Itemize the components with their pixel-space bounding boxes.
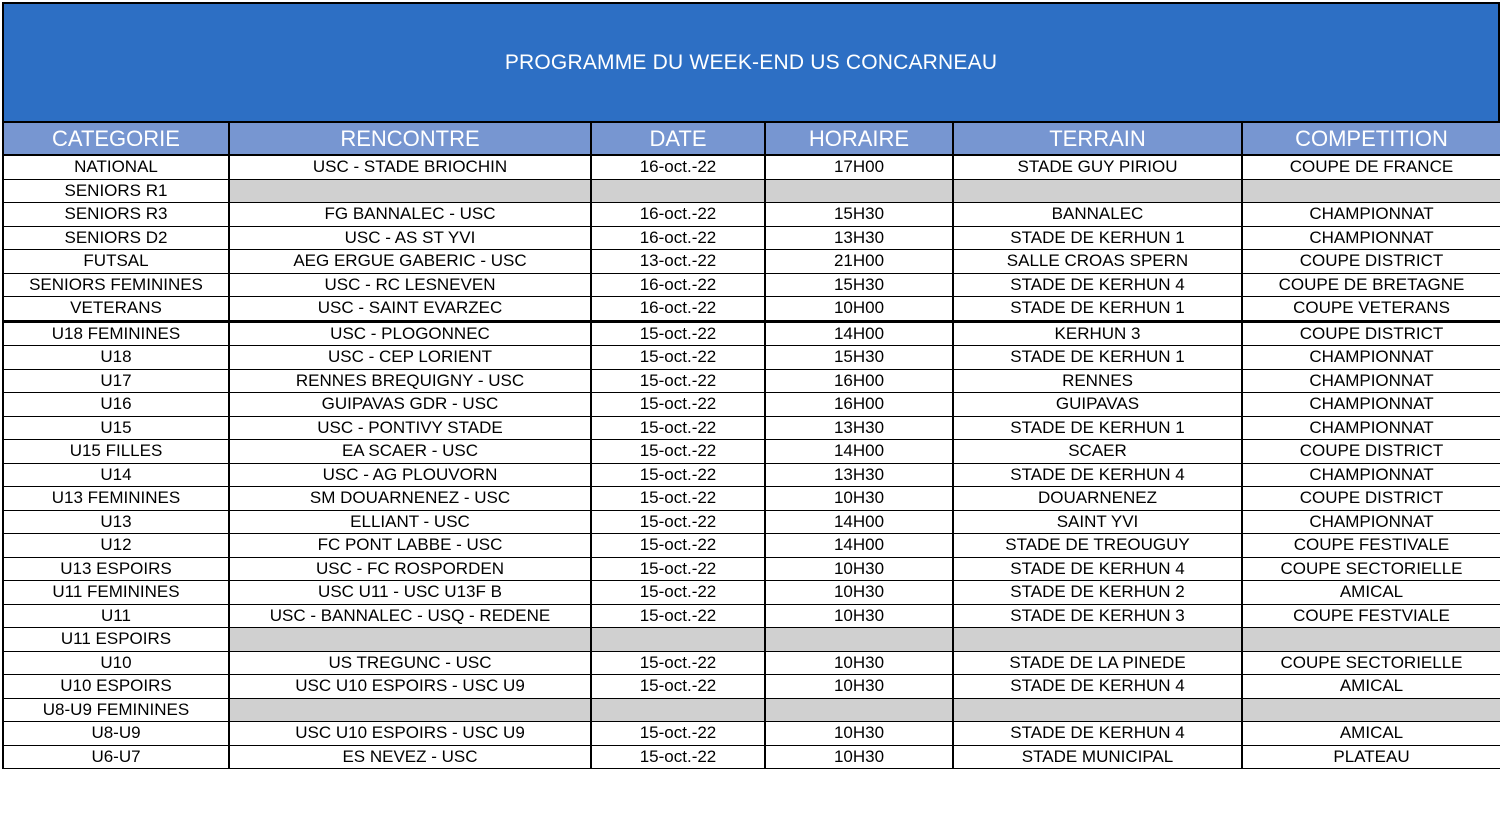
cell-categorie[interactable]: U18 FEMININES bbox=[3, 321, 229, 346]
cell-competition[interactable]: AMICAL bbox=[1242, 675, 1500, 699]
cell-categorie[interactable]: U10 ESPOIRS bbox=[3, 675, 229, 699]
cell-date[interactable]: 15-oct.-22 bbox=[591, 604, 765, 628]
cell-horaire[interactable]: 10H00 bbox=[765, 297, 953, 322]
cell-date[interactable]: 15-oct.-22 bbox=[591, 346, 765, 370]
cell-date[interactable]: 15-oct.-22 bbox=[591, 722, 765, 746]
cell-rencontre[interactable]: ES NEVEZ - USC bbox=[229, 745, 591, 769]
cell-terrain[interactable]: SCAER bbox=[953, 440, 1242, 464]
cell-date[interactable] bbox=[591, 628, 765, 652]
table-row bbox=[3, 628, 1500, 652]
cell-terrain[interactable]: KERHUN 3 bbox=[953, 321, 1242, 346]
cell-categorie[interactable]: VETERANS bbox=[3, 297, 229, 322]
cell-date[interactable]: 15-oct.-22 bbox=[591, 745, 765, 769]
cell-categorie[interactable]: U17 bbox=[3, 369, 229, 393]
cell-terrain[interactable]: DOUARNENEZ bbox=[953, 487, 1242, 511]
cell-rencontre[interactable]: USC - AG PLOUVORN bbox=[229, 463, 591, 487]
cell-categorie[interactable]: U11 bbox=[3, 604, 229, 628]
table-row bbox=[3, 487, 1500, 511]
cell-categorie[interactable]: SENIORS D2 bbox=[3, 226, 229, 250]
table-row bbox=[3, 510, 1500, 534]
cell-categorie[interactable]: U13 FEMININES bbox=[3, 487, 229, 511]
cell-categorie[interactable]: U10 bbox=[3, 651, 229, 675]
cell-competition[interactable]: AMICAL bbox=[1242, 722, 1500, 746]
cell-rencontre[interactable]: SM DOUARNENEZ - USC bbox=[229, 487, 591, 511]
cell-categorie[interactable]: U15 FILLES bbox=[3, 440, 229, 464]
cell-terrain[interactable]: STADE DE KERHUN 1 bbox=[953, 226, 1242, 250]
cell-terrain[interactable]: STADE DE KERHUN 2 bbox=[953, 581, 1242, 605]
cell-horaire[interactable] bbox=[765, 179, 953, 203]
cell-terrain[interactable]: STADE MUNICIPAL bbox=[953, 745, 1242, 769]
cell-competition[interactable]: COUPE SECTORIELLE bbox=[1242, 651, 1500, 675]
cell-terrain[interactable]: STADE DE TREOUGUY bbox=[953, 534, 1242, 558]
cell-date[interactable]: 15-oct.-22 bbox=[591, 321, 765, 346]
cell-horaire[interactable]: 21H00 bbox=[765, 250, 953, 274]
cell-rencontre[interactable]: EA SCAER - USC bbox=[229, 440, 591, 464]
cell-horaire[interactable]: 15H30 bbox=[765, 203, 953, 227]
cell-rencontre[interactable]: USC - BANNALEC - USQ - REDENE bbox=[229, 604, 591, 628]
cell-competition[interactable]: CHAMPIONNAT bbox=[1242, 203, 1500, 227]
cell-categorie[interactable]: SENIORS R3 bbox=[3, 203, 229, 227]
column-header-categorie[interactable]: CATEGORIE bbox=[3, 122, 229, 155]
cell-terrain[interactable]: STADE DE KERHUN 1 bbox=[953, 416, 1242, 440]
cell-categorie[interactable]: U13 ESPOIRS bbox=[3, 557, 229, 581]
cell-horaire[interactable]: 10H30 bbox=[765, 487, 953, 511]
table-row bbox=[3, 203, 1500, 227]
cell-competition[interactable]: COUPE DISTRICT bbox=[1242, 250, 1500, 274]
cell-terrain[interactable]: STADE DE KERHUN 1 bbox=[953, 297, 1242, 322]
cell-horaire[interactable] bbox=[765, 628, 953, 652]
table-row bbox=[3, 179, 1500, 203]
cell-terrain[interactable]: STADE DE KERHUN 1 bbox=[953, 346, 1242, 370]
cell-rencontre[interactable]: USC - RC LESNEVEN bbox=[229, 273, 591, 297]
cell-rencontre[interactable] bbox=[229, 628, 591, 652]
cell-competition[interactable]: CHAMPIONNAT bbox=[1242, 369, 1500, 393]
cell-horaire[interactable]: 15H30 bbox=[765, 273, 953, 297]
table-row bbox=[3, 297, 1500, 322]
table-row bbox=[3, 393, 1500, 417]
table-row bbox=[3, 346, 1500, 370]
cell-categorie[interactable]: U12 bbox=[3, 534, 229, 558]
cell-date[interactable] bbox=[591, 179, 765, 203]
table-row bbox=[3, 581, 1500, 605]
cell-terrain[interactable] bbox=[953, 179, 1242, 203]
cell-horaire[interactable]: 10H30 bbox=[765, 557, 953, 581]
cell-horaire[interactable]: 14H00 bbox=[765, 534, 953, 558]
column-header-horaire[interactable]: HORAIRE bbox=[765, 122, 953, 155]
table-row bbox=[3, 155, 1500, 179]
cell-date[interactable] bbox=[591, 698, 765, 722]
cell-date[interactable]: 16-oct.-22 bbox=[591, 226, 765, 250]
cell-terrain[interactable]: BANNALEC bbox=[953, 203, 1242, 227]
table-row bbox=[3, 321, 1500, 346]
cell-date[interactable]: 15-oct.-22 bbox=[591, 487, 765, 511]
cell-competition[interactable]: COUPE FESTIVALE bbox=[1242, 534, 1500, 558]
cell-terrain[interactable]: STADE GUY PIRIOU bbox=[953, 155, 1242, 179]
cell-terrain[interactable]: STADE DE LA PINEDE bbox=[953, 651, 1242, 675]
cell-rencontre[interactable] bbox=[229, 179, 591, 203]
table-row bbox=[3, 463, 1500, 487]
cell-categorie[interactable]: U14 bbox=[3, 463, 229, 487]
cell-date[interactable]: 15-oct.-22 bbox=[591, 557, 765, 581]
cell-terrain[interactable]: STADE DE KERHUN 4 bbox=[953, 557, 1242, 581]
cell-categorie[interactable]: SENIORS R1 bbox=[3, 179, 229, 203]
cell-competition[interactable]: COUPE DISTRICT bbox=[1242, 487, 1500, 511]
cell-horaire[interactable]: 16H00 bbox=[765, 369, 953, 393]
cell-date[interactable]: 15-oct.-22 bbox=[591, 581, 765, 605]
cell-rencontre[interactable]: FC PONT LABBE - USC bbox=[229, 534, 591, 558]
cell-categorie[interactable]: U8-U9 bbox=[3, 722, 229, 746]
cell-rencontre[interactable]: USC - STADE BRIOCHIN bbox=[229, 155, 591, 179]
cell-competition[interactable]: AMICAL bbox=[1242, 581, 1500, 605]
table-row bbox=[3, 722, 1500, 746]
cell-rencontre[interactable] bbox=[229, 698, 591, 722]
cell-competition[interactable]: CHAMPIONNAT bbox=[1242, 416, 1500, 440]
cell-competition[interactable]: COUPE FESTVIALE bbox=[1242, 604, 1500, 628]
cell-categorie[interactable]: NATIONAL bbox=[3, 155, 229, 179]
cell-date[interactable]: 15-oct.-22 bbox=[591, 463, 765, 487]
cell-date[interactable]: 15-oct.-22 bbox=[591, 369, 765, 393]
cell-categorie[interactable]: U11 ESPOIRS bbox=[3, 628, 229, 652]
table-row bbox=[3, 604, 1500, 628]
cell-competition[interactable]: COUPE VETERANS bbox=[1242, 297, 1500, 322]
cell-categorie[interactable]: U8-U9 FEMININES bbox=[3, 698, 229, 722]
cell-date[interactable]: 15-oct.-22 bbox=[591, 416, 765, 440]
cell-terrain[interactable]: STADE DE KERHUN 4 bbox=[953, 463, 1242, 487]
cell-competition[interactable]: COUPE DISTRICT bbox=[1242, 440, 1500, 464]
cell-rencontre[interactable]: AEG ERGUE GABERIC - USC bbox=[229, 250, 591, 274]
schedule-table bbox=[2, 121, 1500, 769]
page-title: PROGRAMME DU WEEK-END US CONCARNEAU bbox=[2, 2, 1500, 124]
cell-competition[interactable] bbox=[1242, 698, 1500, 722]
cell-competition[interactable]: PLATEAU bbox=[1242, 745, 1500, 769]
cell-horaire[interactable]: 10H30 bbox=[765, 745, 953, 769]
cell-rencontre[interactable]: FG BANNALEC - USC bbox=[229, 203, 591, 227]
cell-horaire[interactable]: 17H00 bbox=[765, 155, 953, 179]
column-header-competition[interactable]: COMPETITION bbox=[1242, 122, 1500, 155]
table-row bbox=[3, 557, 1500, 581]
cell-date[interactable]: 15-oct.-22 bbox=[591, 510, 765, 534]
cell-terrain[interactable] bbox=[953, 698, 1242, 722]
table-row bbox=[3, 226, 1500, 250]
column-header-terrain[interactable]: TERRAIN bbox=[953, 122, 1242, 155]
table-row bbox=[3, 273, 1500, 297]
table-row bbox=[3, 534, 1500, 558]
cell-terrain[interactable]: SAINT YVI bbox=[953, 510, 1242, 534]
cell-date[interactable]: 16-oct.-22 bbox=[591, 297, 765, 322]
table-row bbox=[3, 440, 1500, 464]
cell-categorie[interactable]: U18 bbox=[3, 346, 229, 370]
cell-rencontre[interactable]: ELLIANT - USC bbox=[229, 510, 591, 534]
cell-categorie[interactable]: U13 bbox=[3, 510, 229, 534]
cell-competition[interactable]: COUPE DE FRANCE bbox=[1242, 155, 1500, 179]
cell-date[interactable]: 15-oct.-22 bbox=[591, 651, 765, 675]
cell-rencontre[interactable]: USC U10 ESPOIRS - USC U9 bbox=[229, 675, 591, 699]
cell-horaire[interactable]: 16H00 bbox=[765, 393, 953, 417]
cell-horaire[interactable]: 13H30 bbox=[765, 416, 953, 440]
cell-terrain[interactable]: STADE DE KERHUN 3 bbox=[953, 604, 1242, 628]
header-row bbox=[3, 122, 1500, 155]
cell-horaire[interactable]: 13H30 bbox=[765, 226, 953, 250]
cell-categorie[interactable]: U6-U7 bbox=[3, 745, 229, 769]
cell-competition[interactable]: COUPE DE BRETAGNE bbox=[1242, 273, 1500, 297]
cell-rencontre[interactable]: US TREGUNC - USC bbox=[229, 651, 591, 675]
cell-rencontre[interactable]: USC - PONTIVY STADE bbox=[229, 416, 591, 440]
cell-competition[interactable]: CHAMPIONNAT bbox=[1242, 463, 1500, 487]
cell-horaire[interactable]: 15H30 bbox=[765, 346, 953, 370]
cell-date[interactable]: 16-oct.-22 bbox=[591, 273, 765, 297]
cell-terrain[interactable]: SALLE CROAS SPERN bbox=[953, 250, 1242, 274]
cell-horaire[interactable]: 10H30 bbox=[765, 722, 953, 746]
cell-date[interactable]: 15-oct.-22 bbox=[591, 534, 765, 558]
cell-horaire[interactable]: 13H30 bbox=[765, 463, 953, 487]
table-body bbox=[3, 155, 1500, 769]
table-row bbox=[3, 651, 1500, 675]
cell-horaire[interactable]: 10H30 bbox=[765, 651, 953, 675]
cell-terrain[interactable] bbox=[953, 628, 1242, 652]
cell-terrain[interactable]: STADE DE KERHUN 4 bbox=[953, 273, 1242, 297]
cell-rencontre[interactable]: USC U10 ESPOIRS - USC U9 bbox=[229, 722, 591, 746]
cell-competition[interactable] bbox=[1242, 179, 1500, 203]
cell-categorie[interactable]: U15 bbox=[3, 416, 229, 440]
cell-terrain[interactable]: RENNES bbox=[953, 369, 1242, 393]
table-row bbox=[3, 369, 1500, 393]
cell-date[interactable]: 15-oct.-22 bbox=[591, 440, 765, 464]
cell-horaire[interactable]: 14H00 bbox=[765, 321, 953, 346]
cell-competition[interactable]: CHAMPIONNAT bbox=[1242, 510, 1500, 534]
cell-competition[interactable]: CHAMPIONNAT bbox=[1242, 393, 1500, 417]
cell-rencontre[interactable]: USC - PLOGONNEC bbox=[229, 321, 591, 346]
cell-date[interactable]: 15-oct.-22 bbox=[591, 393, 765, 417]
cell-competition[interactable]: CHAMPIONNAT bbox=[1242, 226, 1500, 250]
cell-horaire[interactable]: 10H30 bbox=[765, 581, 953, 605]
cell-categorie[interactable]: FUTSAL bbox=[3, 250, 229, 274]
cell-horaire[interactable]: 10H30 bbox=[765, 604, 953, 628]
cell-competition[interactable]: COUPE SECTORIELLE bbox=[1242, 557, 1500, 581]
cell-rencontre[interactable]: USC - CEP LORIENT bbox=[229, 346, 591, 370]
column-header-date[interactable]: DATE bbox=[591, 122, 765, 155]
cell-terrain[interactable]: STADE DE KERHUN 4 bbox=[953, 675, 1242, 699]
cell-terrain[interactable]: GUIPAVAS bbox=[953, 393, 1242, 417]
cell-rencontre[interactable]: USC - FC ROSPORDEN bbox=[229, 557, 591, 581]
cell-categorie[interactable]: SENIORS FEMININES bbox=[3, 273, 229, 297]
cell-competition[interactable]: CHAMPIONNAT bbox=[1242, 346, 1500, 370]
cell-competition[interactable]: COUPE DISTRICT bbox=[1242, 321, 1500, 346]
cell-horaire[interactable]: 14H00 bbox=[765, 510, 953, 534]
table-row bbox=[3, 675, 1500, 699]
cell-categorie[interactable]: U16 bbox=[3, 393, 229, 417]
cell-terrain[interactable]: STADE DE KERHUN 4 bbox=[953, 722, 1242, 746]
column-header-rencontre[interactable]: RENCONTRE bbox=[229, 122, 591, 155]
cell-date[interactable]: 16-oct.-22 bbox=[591, 155, 765, 179]
table-row bbox=[3, 250, 1500, 274]
table-row bbox=[3, 698, 1500, 722]
table-row bbox=[3, 416, 1500, 440]
cell-rencontre[interactable]: USC - AS ST YVI bbox=[229, 226, 591, 250]
cell-rencontre[interactable]: GUIPAVAS GDR - USC bbox=[229, 393, 591, 417]
cell-competition[interactable] bbox=[1242, 628, 1500, 652]
cell-date[interactable]: 15-oct.-22 bbox=[591, 675, 765, 699]
cell-horaire[interactable]: 14H00 bbox=[765, 440, 953, 464]
cell-horaire[interactable]: 10H30 bbox=[765, 675, 953, 699]
cell-horaire[interactable] bbox=[765, 698, 953, 722]
cell-date[interactable]: 13-oct.-22 bbox=[591, 250, 765, 274]
cell-rencontre[interactable]: USC U11 - USC U13F B bbox=[229, 581, 591, 605]
cell-rencontre[interactable]: RENNES BREQUIGNY - USC bbox=[229, 369, 591, 393]
cell-rencontre[interactable]: USC - SAINT EVARZEC bbox=[229, 297, 591, 322]
table-row bbox=[3, 745, 1500, 769]
cell-categorie[interactable]: U11 FEMININES bbox=[3, 581, 229, 605]
cell-date[interactable]: 16-oct.-22 bbox=[591, 203, 765, 227]
